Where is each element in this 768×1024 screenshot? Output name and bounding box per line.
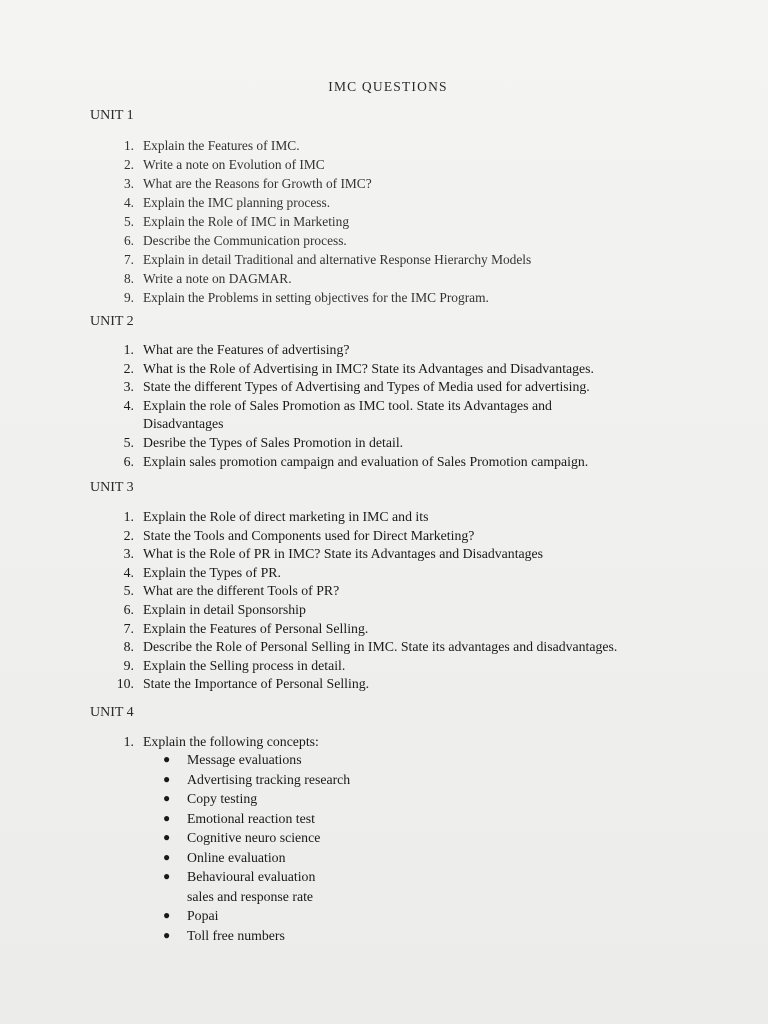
- question-text: Explain the Role of direct marketing in IMC and its: [143, 509, 429, 524]
- bullet-dot-icon: ●: [163, 752, 171, 766]
- question-text: Explain the Selling process in detail.: [143, 657, 346, 673]
- question-number: 3.: [123, 546, 134, 562]
- question-item: [110, 341, 594, 360]
- bullet-item: [163, 906, 407, 926]
- bullet-dot-icon: ●: [163, 771, 171, 786]
- question-text: Explain in detail Sponsorship: [143, 601, 306, 617]
- question-item: [110, 620, 617, 639]
- question-number: 3.: [123, 379, 134, 395]
- bullet-dot-icon: ●: [163, 849, 171, 864]
- question-text: Explain the Problems in setting objectives for the IMC Program.: [143, 290, 489, 305]
- question-text: Explain the following concepts:: [143, 734, 319, 749]
- question-number: 4.: [123, 195, 134, 210]
- question-item: [110, 397, 594, 434]
- question-number: 5.: [123, 214, 134, 229]
- question-number: 2.: [123, 360, 134, 376]
- question-number: 1.: [123, 138, 134, 153]
- question-text: What is the Role of Advertising in IMC? State its Advantages and Disadvantages.: [143, 360, 594, 376]
- bullet-dot-icon: ●: [163, 810, 171, 825]
- question-text: State the Tools and Components used for Direct Marketing?: [143, 527, 475, 543]
- bullet-text: Toll free numbers: [187, 927, 285, 943]
- question-item: [110, 675, 617, 694]
- bullet-dot-icon: ●: [163, 791, 171, 805]
- unit-2-heading: UNIT 2: [90, 314, 134, 329]
- question-text: Desribe the Types of Sales Promotion in detail.: [143, 434, 404, 450]
- question-text: Explain sales promotion campaign and evaluation of Sales Promotion campaign.: [143, 453, 589, 469]
- bullet-text: Message evaluations: [187, 752, 302, 767]
- question-text: State the different Types of Advertising and Types of Media used for advertising.: [143, 379, 590, 395]
- question-item: [110, 601, 617, 620]
- bullet-text: Online evaluation: [187, 849, 286, 865]
- bullet-item: [163, 750, 407, 770]
- question-item: [110, 269, 531, 288]
- question-item: [110, 193, 531, 212]
- page-title: IMC QUESTIONS: [328, 79, 448, 94]
- question-number: 1.: [123, 342, 134, 357]
- question-text: Explain the IMC planning process.: [143, 195, 331, 210]
- question-item: [110, 136, 531, 155]
- bullet-item: [163, 770, 407, 790]
- bullet-item: [163, 809, 407, 829]
- question-text-continuation: Disadvantages: [143, 416, 224, 432]
- question-text-line: Explain the role of Sales Promotion as IMC tool. State its Advantages and: [143, 397, 552, 413]
- bullet-item: [163, 848, 407, 868]
- question-text: Explain the Role of IMC in Marketing: [143, 214, 350, 229]
- question-number: 9.: [123, 290, 134, 305]
- question-item: [110, 250, 531, 269]
- question-number: 1.: [123, 734, 134, 749]
- question-item: [110, 360, 594, 379]
- question-text: Describe the Communication process.: [143, 233, 347, 248]
- bullet-text: Cognitive neuro science: [187, 830, 321, 845]
- question-text: Write a note on Evolution of IMC: [143, 157, 325, 172]
- question-item: [110, 508, 617, 527]
- question-item: [110, 288, 531, 307]
- question-text: Write a note on DAGMAR.: [143, 271, 292, 286]
- bullet-text: Advertising tracking research: [187, 771, 351, 787]
- concepts-bullet-list: [163, 750, 407, 945]
- bullet-dot-icon: ●: [163, 927, 171, 942]
- question-number: 8.: [123, 639, 134, 655]
- unit-4-heading: UNIT 4: [90, 705, 134, 720]
- question-number: 1.: [123, 509, 134, 524]
- bullet-text: Copy testing: [187, 791, 258, 806]
- bullet-text: [187, 867, 407, 906]
- unit-3-question-list: [110, 508, 617, 694]
- question-item: [110, 231, 531, 250]
- question-number: 7.: [123, 620, 134, 636]
- question-item: [110, 527, 617, 546]
- question-number: 6.: [123, 233, 134, 248]
- unit-3-heading: UNIT 3: [90, 480, 134, 495]
- question-number: 3.: [123, 176, 134, 191]
- question-text: Explain the Features of Personal Selling.: [143, 620, 369, 636]
- question-text: [139, 397, 552, 434]
- question-item: [110, 564, 617, 583]
- question-item: [110, 174, 531, 193]
- bullet-item: [163, 867, 407, 906]
- bullet-text: Emotional reaction test: [187, 810, 315, 826]
- question-number: 5.: [123, 583, 134, 599]
- question-number: 6.: [123, 453, 134, 469]
- question-item: [110, 638, 617, 657]
- question-item: [110, 545, 617, 564]
- question-item: [110, 378, 594, 397]
- question-item: [110, 434, 594, 453]
- question-item: [110, 155, 531, 174]
- question-item: [110, 212, 531, 231]
- bullet-dot-icon: ●: [163, 830, 171, 844]
- unit-1-heading: UNIT 1: [90, 108, 134, 123]
- unit-2-question-list: [110, 341, 594, 471]
- bullet-item: [163, 926, 407, 946]
- question-text: Explain the Types of PR.: [143, 564, 281, 580]
- question-text: Explain in detail Traditional and alternative Response Hierarchy Models: [143, 252, 532, 267]
- bullet-item: [163, 789, 407, 809]
- question-number: 2.: [123, 527, 134, 543]
- bullet-text-continuation: sales and response rate: [187, 888, 314, 904]
- question-number: 4.: [123, 564, 134, 580]
- bullet-item: [163, 828, 407, 848]
- question-item: [110, 657, 617, 676]
- question-item: [110, 733, 319, 752]
- question-number: 5.: [123, 434, 134, 450]
- question-text: Explain the Features of IMC.: [143, 138, 300, 153]
- bullet-dot-icon: ●: [163, 908, 171, 922]
- question-text: What are the different Tools of PR?: [143, 583, 340, 599]
- question-number: 9.: [123, 657, 134, 673]
- unit-1-question-list: [110, 136, 531, 307]
- bullet-dot-icon: ●: [163, 869, 171, 883]
- question-number: 7.: [123, 252, 134, 267]
- question-text: What is the Role of PR in IMC? State its Advantages and Disadvantages: [143, 546, 544, 562]
- question-number: 8.: [123, 271, 134, 286]
- question-item: [110, 582, 617, 601]
- question-text: State the Importance of Personal Selling.: [143, 676, 370, 692]
- question-number: 2.: [123, 157, 134, 172]
- question-number: 10.: [116, 676, 134, 692]
- question-text: Describe the Role of Personal Selling in IMC. State its advantages and disadvantages.: [143, 639, 618, 655]
- question-number: 4.: [123, 397, 134, 413]
- question-number: 6.: [123, 601, 134, 617]
- question-text: What are the Features of advertising?: [143, 342, 350, 357]
- question-text: What are the Reasons for Growth of IMC?: [143, 176, 372, 191]
- question-item: [110, 453, 594, 472]
- bullet-text: Popai: [187, 908, 219, 923]
- unit-4-question-list: [110, 733, 319, 752]
- bullet-text-line: Behavioural evaluation: [187, 869, 316, 884]
